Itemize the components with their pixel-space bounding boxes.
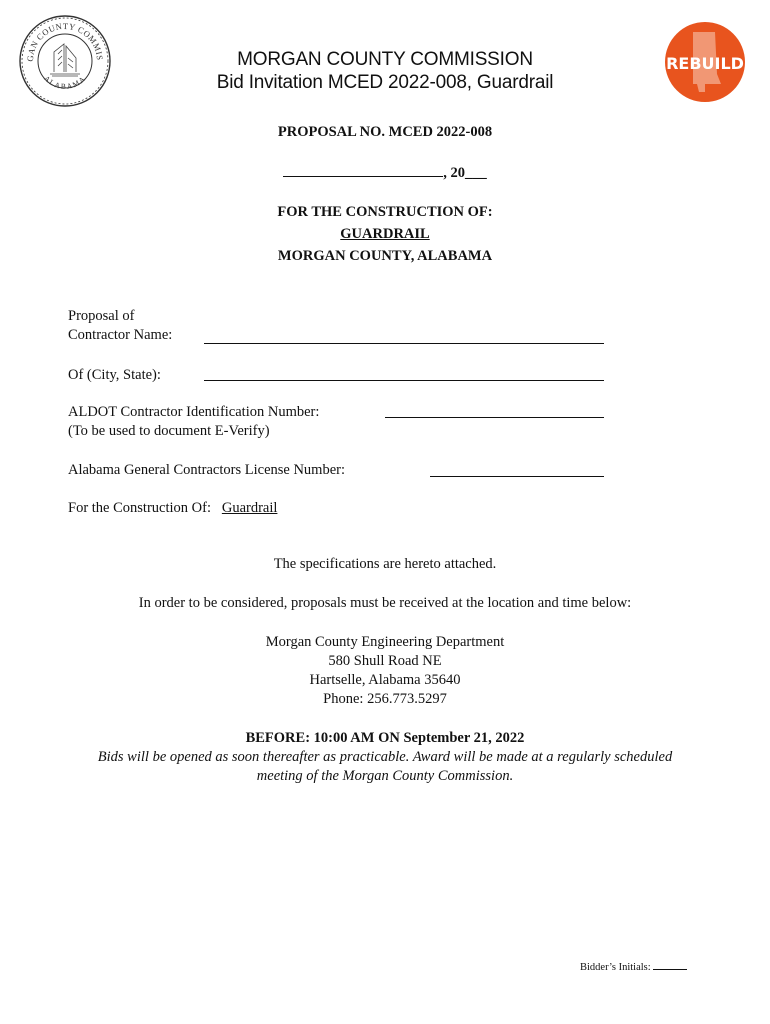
proposal-number: PROPOSAL NO. MCED 2022-008	[277, 124, 493, 140]
bidder-initials-field[interactable]	[653, 969, 687, 970]
construction-of-value: Guardrail	[221, 500, 278, 516]
seal-text: GAN COUNTY COMMIS	[24, 20, 106, 62]
date-line: , 20___	[0, 165, 770, 182]
aldot-note: (To be used to document E-Verify)	[68, 423, 270, 439]
license-field[interactable]	[430, 476, 604, 477]
deadline: BEFORE: 10:00 AM ON September 21, 2022	[245, 730, 525, 746]
contractor-name-label: Contractor Name:	[68, 327, 173, 343]
proposal-of-label: Proposal of	[68, 308, 135, 324]
bidder-initials	[580, 962, 687, 973]
city-state-field[interactable]	[204, 380, 604, 381]
instruction-text: In order to be considered, proposals must be received at the location and time below:	[138, 595, 632, 611]
city-state-label: Of (City, State):	[68, 367, 161, 383]
address-line: Morgan County Engineering Department	[265, 634, 505, 650]
construction-heading: FOR THE CONSTRUCTION OF:	[277, 204, 493, 220]
address-line: Hartselle, Alabama 35640	[309, 672, 461, 688]
aldot-id-field[interactable]	[385, 417, 604, 418]
date-blank	[283, 176, 443, 177]
construction-project: GUARDRAIL	[340, 226, 430, 242]
seal-bottom-text: ALABAMA	[42, 73, 88, 91]
construction-of-row	[68, 498, 277, 518]
header-subtitle: Bid Invitation MCED 2022-008, Guardrail	[216, 72, 554, 93]
rebuild-text: REBUILD	[666, 54, 744, 73]
header-title: MORGAN COUNTY COMMISSION	[237, 49, 533, 70]
license-label: Alabama General Contractors License Number:	[68, 462, 346, 478]
address-line: 580 Shull Road NE	[328, 653, 442, 669]
aldot-id-label: ALDOT Contractor Identification Number:	[68, 404, 320, 420]
specs-text: The specifications are hereto attached.	[273, 556, 497, 572]
address-phone: Phone: 256.773.5297	[323, 691, 447, 707]
contractor-name-field[interactable]	[204, 343, 604, 344]
bidder-initials-label: Bidder’s Initials:	[580, 962, 651, 973]
construction-location: MORGAN COUNTY, ALABAMA	[277, 248, 493, 264]
opening-note: Bids will be opened as soon thereafter as practicable. Award will be made at a regularly scheduled	[97, 749, 673, 765]
opening-note-cont: meeting of the Morgan County Commission.	[256, 768, 514, 784]
construction-of-label: For the Construction Of:	[68, 500, 211, 516]
